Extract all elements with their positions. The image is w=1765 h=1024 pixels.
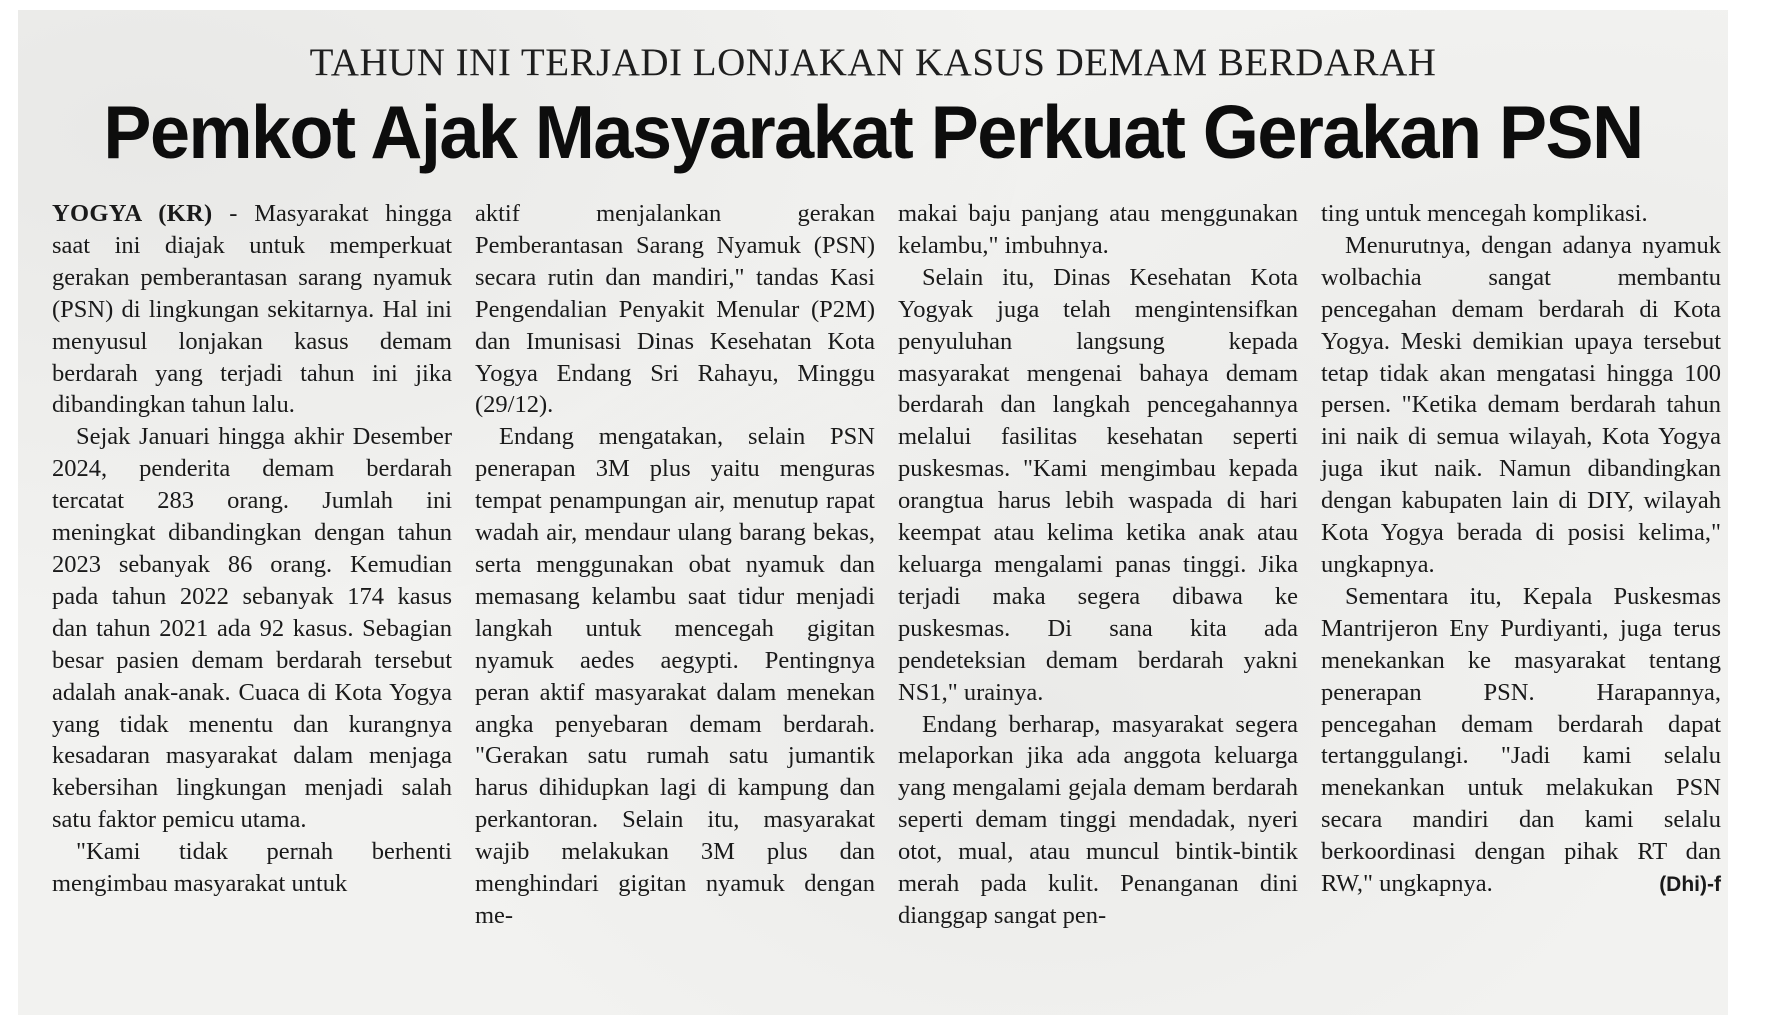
- article-paragraph: makai baju panjang atau menggunakan kelambu," imbuhnya.: [898, 200, 1298, 259]
- article-column-1: [52, 198, 452, 900]
- article-paragraph: aktif menjalankan gerakan Pemberantasan Sarang Nyamuk (PSN) secara rutin dan mandiri," tandas Kasi Pengendalian Penyakit Menular (P2M) dan Imunisasi Dinas Kesehatan Kota Yogya Endang Sri Rahayu, Minggu (29/12).: [475, 200, 875, 419]
- article-column-2: [475, 198, 875, 932]
- article-byline: (Dhi)-f: [1659, 872, 1721, 896]
- article-column-4: [1321, 198, 1721, 901]
- article-column-3: [898, 198, 1298, 932]
- article-kicker: TAHUN INI TERJADI LONJAKAN KASUS DEMAM BERDARAH: [309, 41, 1437, 84]
- article-paragraph: ting untuk mencegah komplikasi.: [1321, 200, 1648, 227]
- newspaper-clipping: [18, 10, 1728, 1015]
- article-paragraph: [52, 198, 452, 421]
- article-dateline: YOGYA (KR): [52, 200, 213, 227]
- article-headline: Pemkot Ajak Masyarakat Perkuat Gerakan PSN: [103, 91, 1643, 175]
- article-paragraph: Selain itu, Dinas Kesehatan Kota Yogyak juga telah mengintensifkan penyuluhan langsung kepada masyarakat mengenai bahaya demam berdarah dan langkah pencegahannya melalui fasilitas kesehatan seperti puskesmas. "Kami mengimbau kepada orangtua harus lebih waspada di hari keempat atau kelima ketika anak atau keluarga mengalami panas tinggi. Jika terjadi maka segera dibawa ke puskesmas. Di sana kita ada pendeteksian demam berdarah yakni NS1," urainya.: [898, 263, 1298, 706]
- article-paragraph: Endang berharap, masyarakat segera melaporkan jika ada anggota keluarga yang mengalami gejala demam berdarah seperti demam tinggi mendadak, nyeri otot, mual, atau muncul bintik-bintik merah pada kulit. Penanganan dini dianggap sangat pen-: [898, 710, 1298, 929]
- article-paragraph: Sementara itu, Kepala Puskesmas Mantrijeron Eny Purdiyanti, juga terus menekankan ke masyarakat tentang penerapan PSN. Harapannya, pencegahan demam berdarah dapat tertanggulangi. "Jadi kami selalu menekankan untuk melakukan PSN secara mandiri dan kami selalu berkoordinasi dengan pihak RT dan RW," ungkapnya.: [1321, 582, 1721, 898]
- article-paragraph-text: - Masyarakat hingga saat ini diajak untuk memperkuat gerakan pemberantasan sarang nyamuk (PSN) di lingkungan sekitarnya. Hal ini menyusul lonjakan kasus demam berdarah yang terjadi tahun ini jika dibandingkan tahun lalu.: [52, 200, 452, 419]
- article-paragraph: Menurutnya, dengan adanya nyamuk wolbachia sangat membantu pencegahan demam berdarah di Kota Yogya. Meski demikian upaya tersebut tetap tidak akan mengatasi hingga 100 persen. "Ketika demam berdarah tahun ini naik di semua wilayah, Kota Yogya juga ikut naik. Namun dibandingkan dengan kabupaten lain di DIY, wilayah Kota Yogya berada di posisi kelima," ungkapnya.: [1321, 231, 1721, 578]
- article-paragraph: "Kami tidak pernah berhenti mengimbau masyarakat untuk: [52, 838, 452, 898]
- article-paragraph: Endang mengatakan, selain PSN penerapan 3M plus yaitu menguras tempat penampungan air, menutup rapat wadah air, mendaur ulang barang bekas, serta menggunakan obat nyamuk dan memasang kelambu saat tidur menjadi langkah untuk mencegah gigitan nyamuk aedes aegypti. Pentingnya peran aktif masyarakat dalam menekan angka penyebaran demam berdarah. "Gerakan satu rumah satu jumantik harus dihidupkan lagi di kampung dan perkantoran. Selain itu, masyarakat wajib melakukan 3M plus dan menghindari gigitan nyamuk dengan me-: [475, 423, 875, 929]
- article-paragraph: Sejak Januari hingga akhir Desember 2024, penderita demam berdarah tercatat 283 orang. Jumlah ini meningkat dibandingkan dengan tahun 2023 sebanyak 86 orang. Kemudian pada tahun 2022 sebanyak 174 kasus dan tahun 2021 ada 92 kasus. Sebagian besar pasien demam berdarah tersebut adalah anak-anak. Cuaca di Kota Yogya yang tidak menentu dan kurangnya kesadaran masyarakat dalam menjaga kebersihan lingkungan menjadi salah satu faktor pemicu utama.: [52, 423, 452, 834]
